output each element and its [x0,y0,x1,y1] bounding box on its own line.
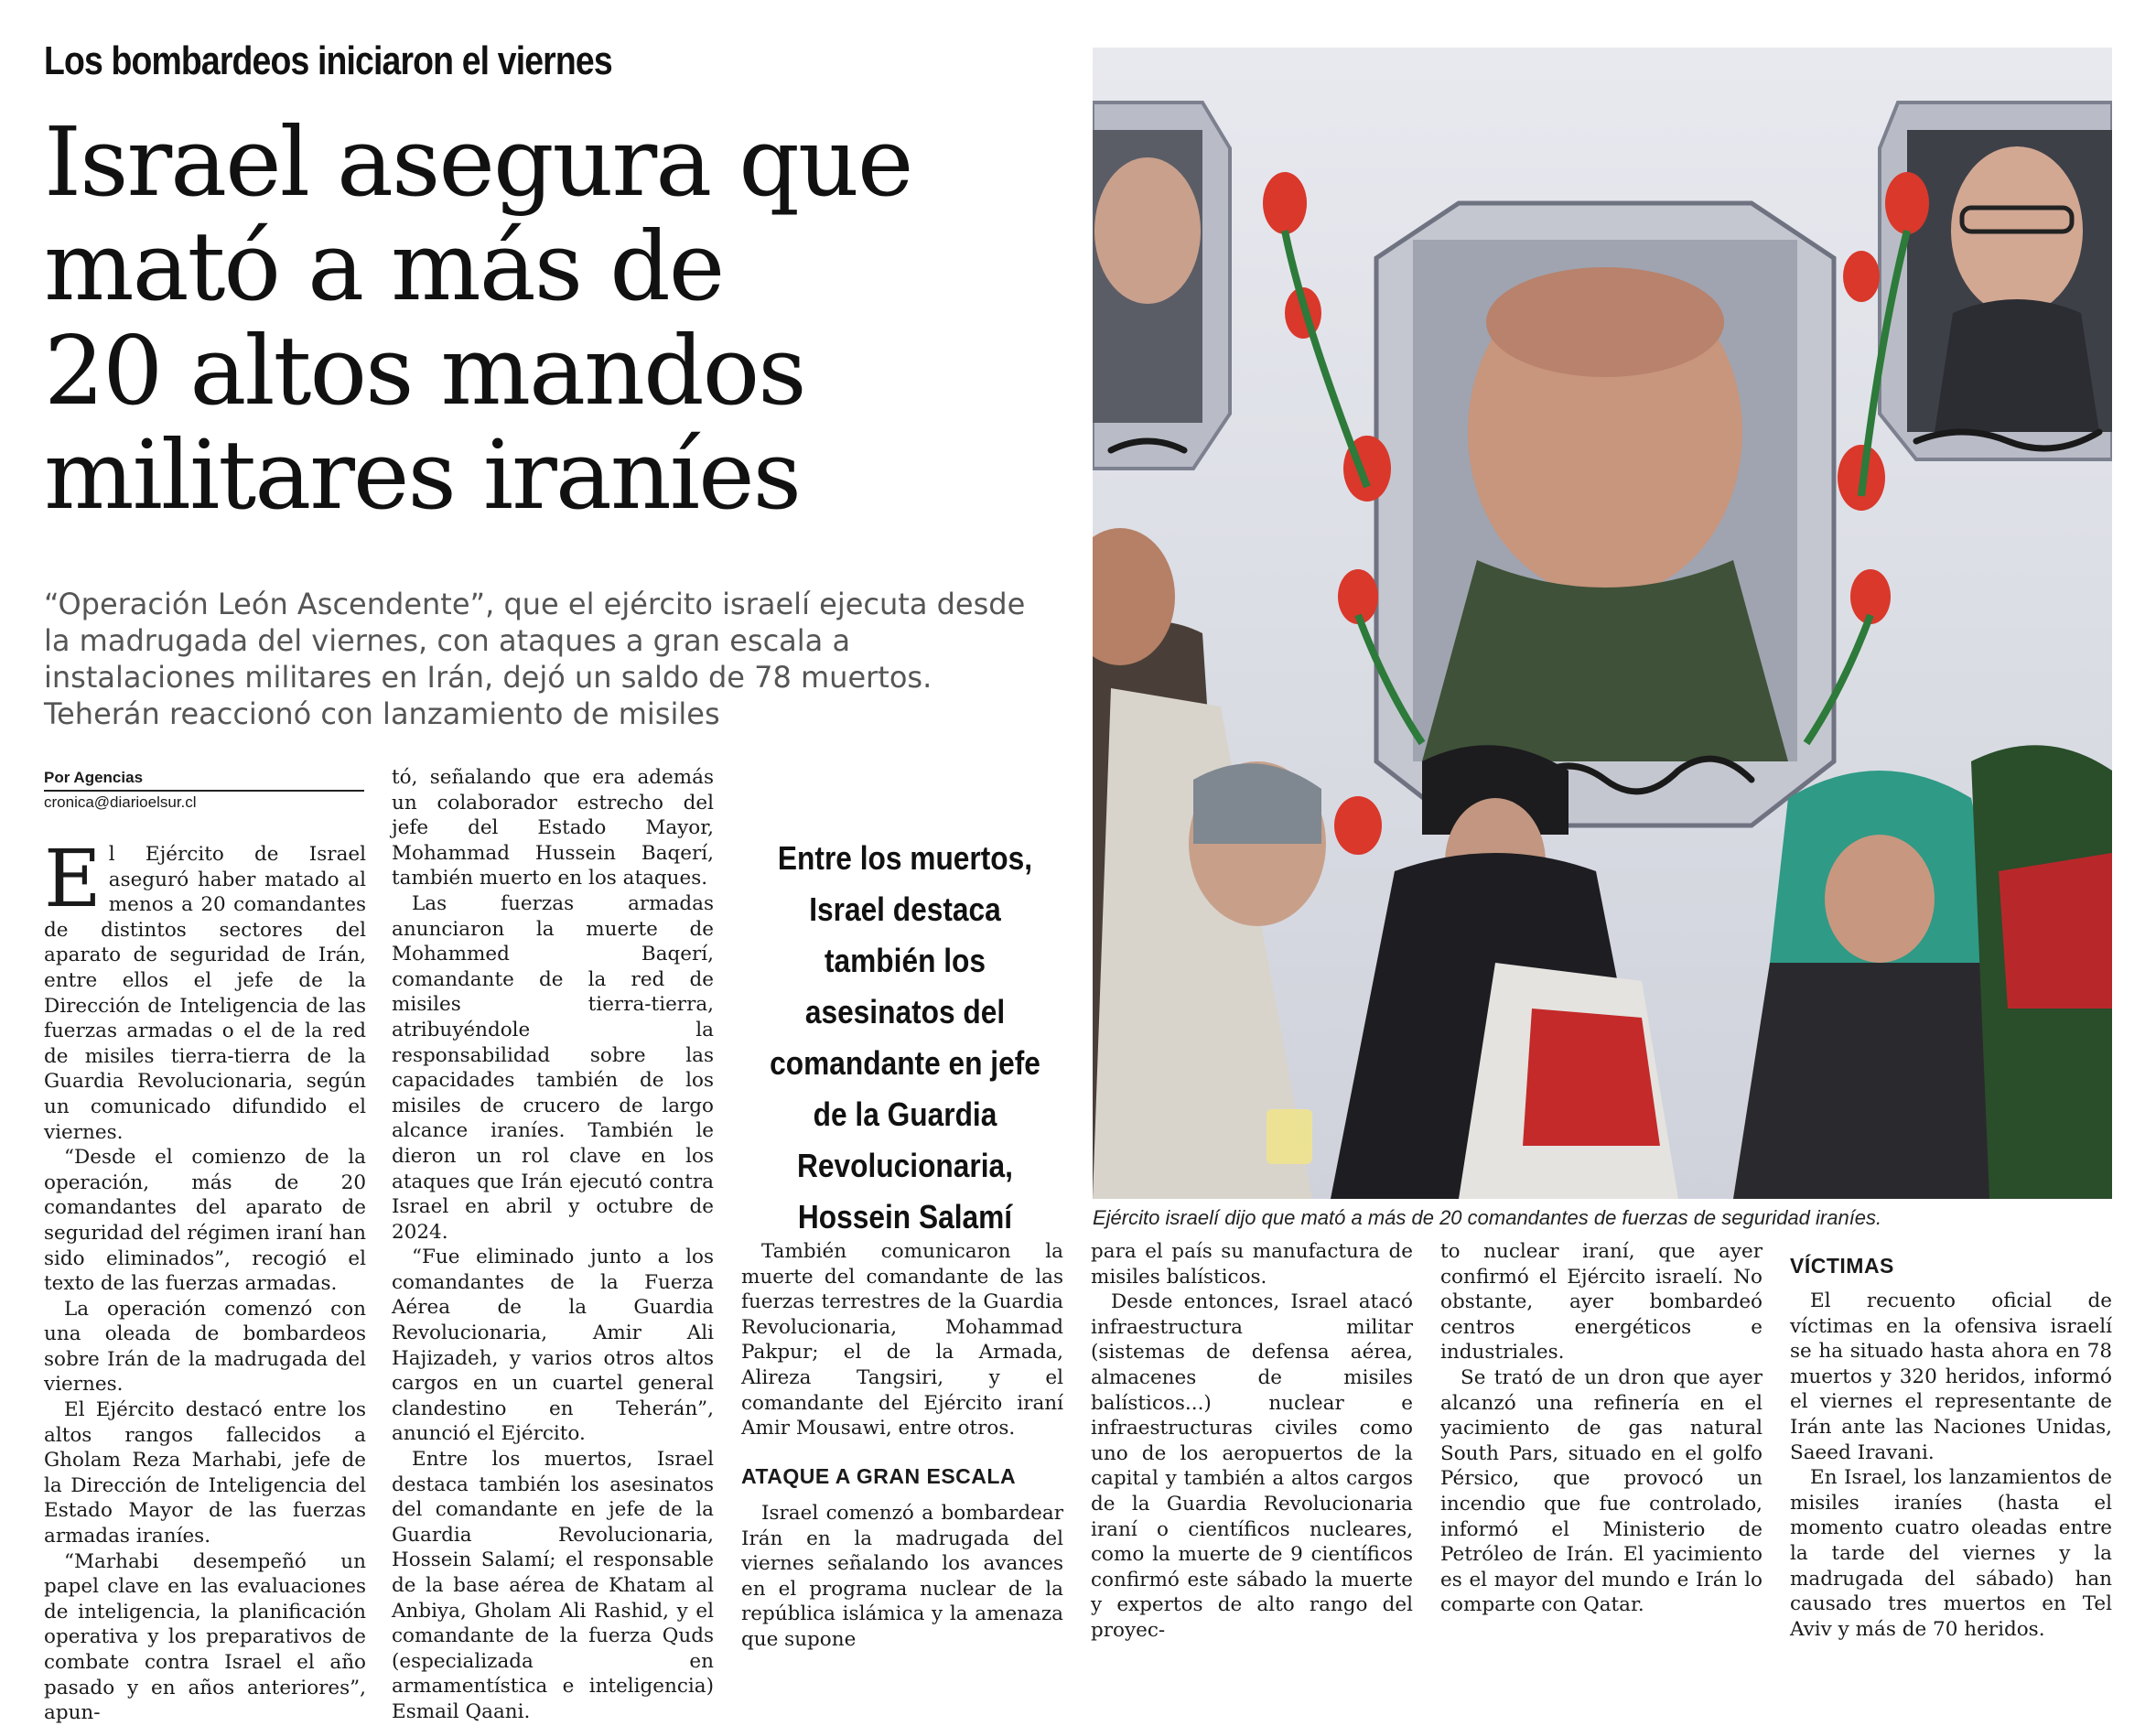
subhead-victimas: VÍCTIMAS [1790,1254,1894,1278]
article-column-6 [1790,1289,2112,1642]
portrait-frame-right [1880,102,2112,459]
portrait-frame-center [1376,203,1834,825]
paragraph: tó, señalando que era además un colaborador estrecho del jefe del Estado Mayor, Mohammad Hussein Baqerí, también muerto en los ataques. [392,766,714,890]
headline-line: militares iraníes [44,419,801,531]
article-column-4 [1091,1239,1413,1644]
paragraph-text: l Ejército de Israel aseguró haber matado al menos a 20 comandantes de distintos sectores del aparato de seguridad de Irán, entre ellos el jefe de la Dirección de Inteligencia de las fuerzas armadas o el de la red de misiles tierra-tierra de la Guardia Revolucionaria, según un comunicado difundido el viernes. [44,843,366,1144]
dropcap: E [44,834,102,925]
byline-email[interactable]: cronica@diarioelsur.cl [44,793,197,811]
paragraph: “Fue eliminado junto a los comandantes de la Fuerza Aérea de la Guardia Revolucionaria, Amir Ali Hajizadeh, y varios otros altos cargos en un cuartel general clandestino en Teherán”, anunció el Ejército. [392,1246,714,1446]
protest-photo-image [1093,48,2112,1199]
paragraph: Se trató de un dron que ayer alcanzó una refinería en el yacimiento de gas natural South Pars, situado en el golfo Pérsico, que provocó un incendio que fue controlado, informó el Ministerio de Petróleo de Irán. El yacimiento es el mayor del mundo e Irán lo comparte con Qatar. [1440,1365,1763,1617]
article-column-5 [1440,1239,1763,1618]
headline-line: Israel asegura que [44,106,912,218]
paragraph: El Ejército destacó entre los altos rangos fallecidos a Gholam Reza Marhabi, jefe de la Dirección de Inteligencia del Estado Mayor de las fuerzas armadas iraníes. [44,1398,366,1548]
pull-quote: Entre los muertos, Israel destaca también los asesinatos del comandante en jefe de la Guardia Revolucionaria, Hossein Salamí [770,839,1040,1235]
paragraph: Israel comenzó a bombardear Irán en la madrugada del viernes señalando los avances en el programa nuclear de la república islámica y la amenaza que supone [741,1502,1063,1651]
paragraph: La operación comenzó con una oleada de bombardeos sobre Irán de la madrugada del viernes. [44,1297,366,1397]
paragraph: También comunicaron la muerte del comandante de las fuerzas terrestres de la Guardia Revolucionaria, Mohammad Pakpur; el de la Armada, Alireza Tangsiri, y el comandante del Ejército iraní Amir Mousawi, entre otros. [741,1240,1063,1440]
article-column-3 [741,1239,1063,1441]
article-column-1 [44,834,366,1726]
byline-author: Por Agencias [44,769,364,792]
paragraph [44,834,366,1145]
headline-line: mató a más de [44,210,724,322]
subhead-ataque: ATAQUE A GRAN ESCALA [741,1464,1017,1488]
paragraph: Entre los muertos, Israel destaca también los asesinatos del comandante en jefe de la Guardia Revolucionaria, Hossein Salamí; el responsable de la base aérea de Khatam al Anbiya, Gholam Ali Rashid, y el comandante de la fuerza Quds (especializada en armamentística e inteligencia) Esmail Qaani. [392,1448,714,1723]
paragraph: “Marhabi desempeñó un papel clave en las evaluaciones de inteligencia, la planificación operativa y los preparativos de combate contra Israel el año pasado y en años anteriores”, apun- [44,1549,366,1725]
headline [44,106,1051,531]
byline [44,769,364,812]
paragraph: Las fuerzas armadas anunciaron la muerte de Mohammed Baqerí, comandante de la red de misiles tierra-tierra, atribuyéndole la responsabilidad sobre las capacidades también de los misiles de crucero de largo alcance iraníes. También le dieron un rol clave en los ataques que Irán ejecutó contra Israel en abril y octubre de 2024. [392,891,714,1244]
protest-photo [1093,48,2112,1199]
paragraph: to nuclear iraní, que ayer confirmó el Ejército israelí. No obstante, ayer bombardeó centros energéticos e industriales. [1440,1240,1763,1365]
article-column-3-cont [741,1501,1063,1653]
photo-caption: Ejército israelí dijo que mató a más de 20 comandantes de fuerzas de seguridad iraníes. [1093,1206,1882,1229]
paragraph: En Israel, los lanzamientos de misiles iraníes (hasta el momento cuatro oleadas entre la tarde del viernes y la madrugada del sábado) han causado tres muertos en Tel Aviv y más de 70 heridos. [1790,1466,2112,1641]
headline-line: 20 altos mandos [44,315,805,426]
kicker: Los bombardeos iniciaron el viernes [44,38,612,83]
article-column-2 [392,765,714,1725]
paragraph: Desde entonces, Israel atacó infraestructura militar (sistemas de defensa aérea, almacenes de misiles balísticos...) nuclear e infraestructuras civiles como uno de los aeropuertos de la capital y también a altos cargos de la Guardia Revolucionaria iraní o científicos nucleares, como la muerte de 9 científicos confirmó este sábado la muerte y expertos de alto rango del proyec- [1091,1290,1413,1642]
paragraph: “Desde el comienzo de la operación, más de 20 comandantes del aparato de seguridad del régimen iraní han sido eliminados”, recogió el texto de las fuerzas armadas. [44,1146,366,1296]
paragraph: para el país su manufactura de misiles balísticos. [1091,1240,1413,1289]
paragraph: El recuento oficial de víctimas en la ofensiva israelí se ha situado hasta ahora en 78 muertos y 320 heridos, informó el viernes el representante de Irán ante las Naciones Unidas, Saeed Iravani. [1790,1289,2112,1464]
deck: “Operación León Ascendente”, que el ejército israelí ejecuta desde la madrugada del viernes, con ataques a gran escala a instalaciones militares en Irán, dejó un saldo de 78 muertos. Teherán reaccionó con lanzamiento de misiles [44,587,1026,731]
